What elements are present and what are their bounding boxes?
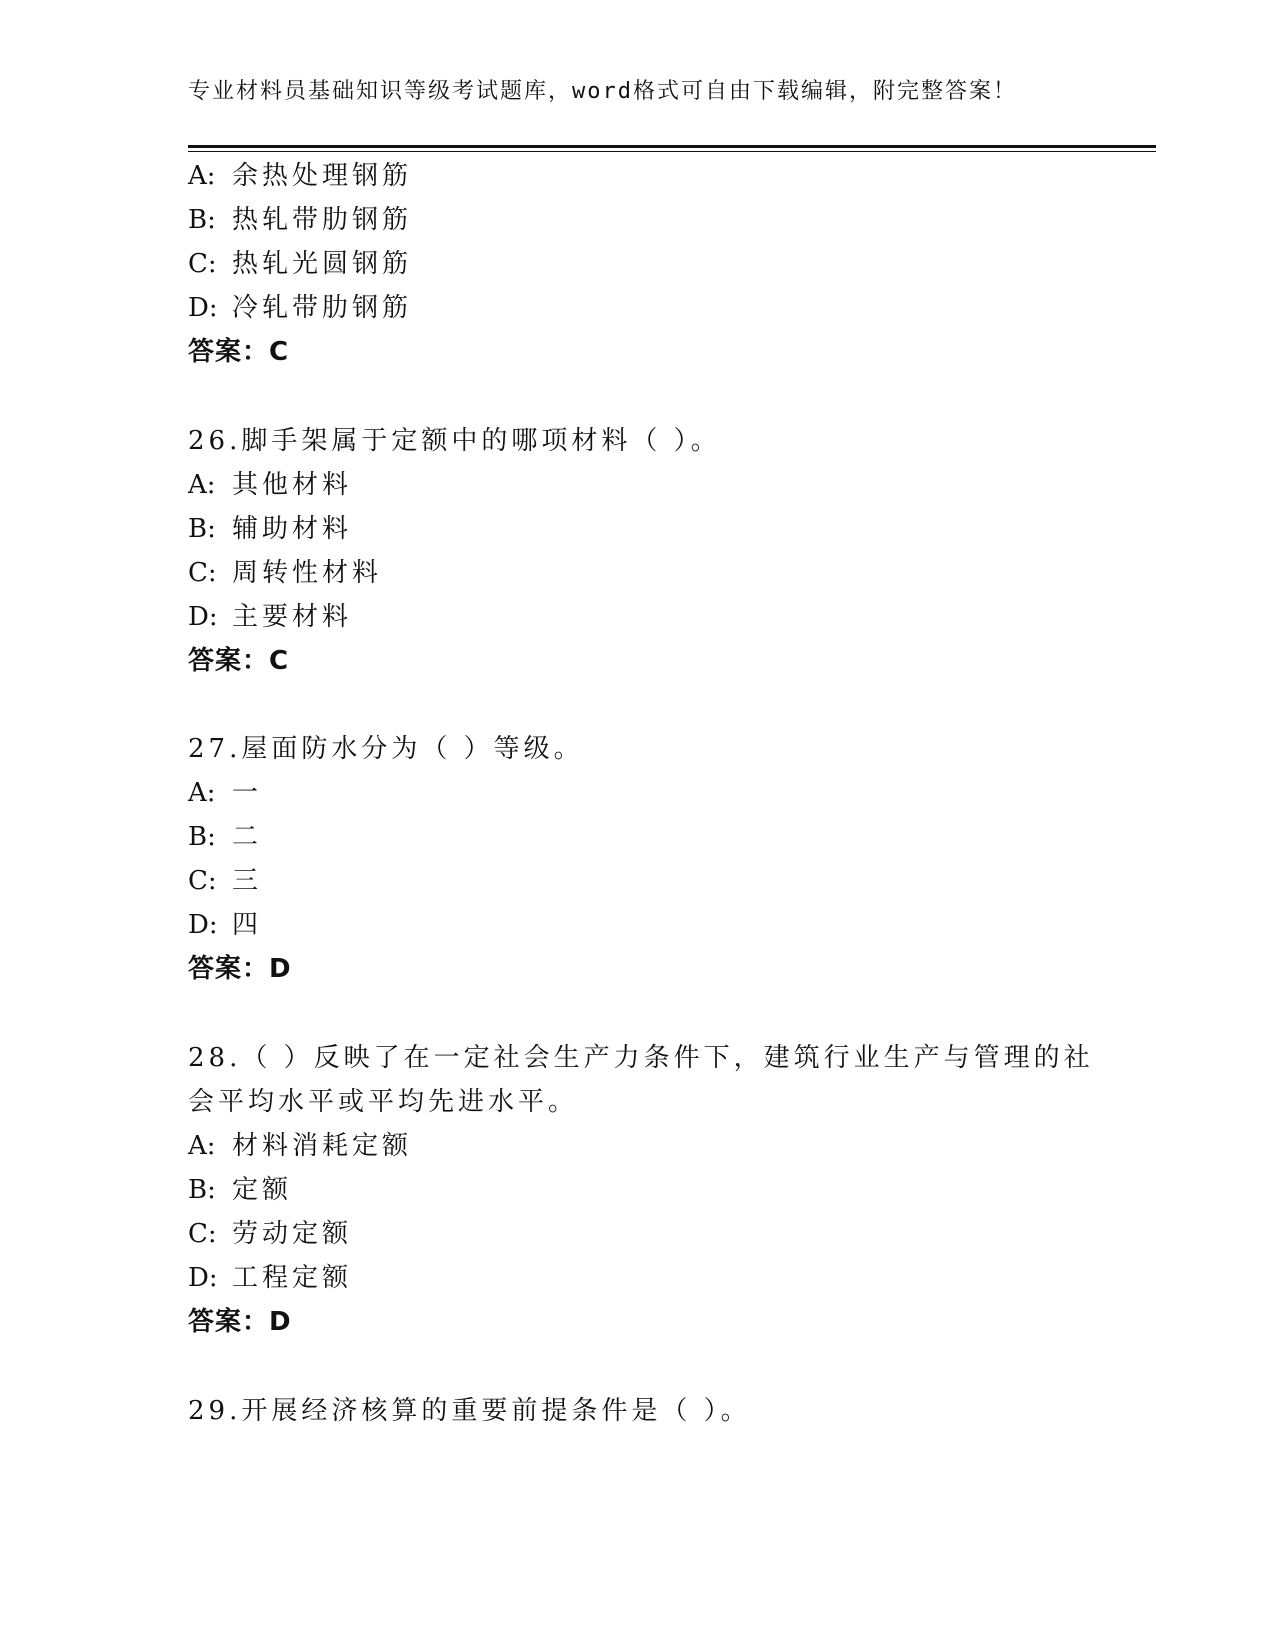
option-c: [188, 1218, 352, 1250]
option-text: 一: [232, 778, 263, 808]
answer-line: 答案：C: [188, 337, 290, 367]
option-text: 材料消耗定额: [232, 1131, 413, 1161]
option-text: 四: [232, 910, 263, 940]
option-d: [188, 292, 412, 324]
page-header: 专业材料员基础知识等级考试题库，word格式可自由下载编辑，附完整答案！: [188, 79, 1017, 104]
option-text: 辅助材料: [232, 514, 353, 544]
option-letter: D:: [188, 910, 218, 940]
option-a: [188, 469, 352, 501]
option-d: [188, 1262, 352, 1294]
option-letter: C:: [188, 558, 217, 588]
option-a: [188, 1130, 412, 1162]
option-b: [188, 1174, 292, 1206]
option-letter: B:: [188, 822, 216, 852]
option-text: 热轧带肋钢筋: [232, 205, 413, 235]
option-b: [188, 513, 352, 545]
option-letter: C:: [188, 1219, 217, 1249]
option-text: 定额: [232, 1175, 293, 1205]
option-letter: B:: [188, 205, 216, 235]
option-d: [188, 601, 352, 633]
option-c: [188, 865, 262, 897]
option-d: [188, 909, 262, 941]
option-b: [188, 204, 412, 236]
option-text: 三: [232, 866, 263, 896]
option-text: 周转性材料: [232, 558, 383, 588]
option-text: 其他材料: [232, 470, 353, 500]
option-letter: D:: [188, 293, 218, 323]
question-28: 28.（ ）反映了在一定社会生产力条件下，建筑行业生产与管理的社: [188, 1043, 1094, 1073]
option-letter: A:: [188, 470, 216, 500]
question-26: 26.脚手架属于定额中的哪项材料（ ）。: [188, 426, 721, 456]
option-letter: A:: [188, 778, 216, 808]
answer-line: 答案：C: [188, 646, 290, 676]
question-27: 27.屋面防水分为（ ）等级。: [188, 734, 584, 764]
option-letter: D:: [188, 602, 218, 632]
option-c: [188, 248, 412, 280]
option-a: [188, 777, 262, 809]
option-text: 冷轧带肋钢筋: [232, 293, 413, 323]
option-text: 热轧光圆钢筋: [232, 249, 413, 279]
option-a: [188, 160, 412, 192]
question-28-line2: 会平均水平或平均先进水平。: [188, 1087, 579, 1117]
option-c: [188, 557, 382, 589]
option-letter: A:: [188, 1131, 216, 1161]
option-letter: C:: [188, 866, 217, 896]
option-letter: D:: [188, 1263, 218, 1293]
option-b: [188, 821, 262, 853]
option-text: 主要材料: [232, 602, 353, 632]
answer-line: 答案：D: [188, 1307, 292, 1337]
option-text: 余热处理钢筋: [232, 161, 413, 191]
header-rule-thin: [188, 151, 1156, 152]
answer-line: 答案：D: [188, 954, 292, 984]
option-text: 工程定额: [232, 1263, 353, 1293]
option-letter: B:: [188, 514, 216, 544]
option-text: 劳动定额: [232, 1219, 353, 1249]
option-letter: C:: [188, 249, 217, 279]
option-letter: A:: [188, 161, 216, 191]
question-29: 29.开展经济核算的重要前提条件是（ ）。: [188, 1396, 751, 1426]
option-text: 二: [232, 822, 263, 852]
option-letter: B:: [188, 1175, 216, 1205]
header-rule-thick: [188, 145, 1156, 148]
